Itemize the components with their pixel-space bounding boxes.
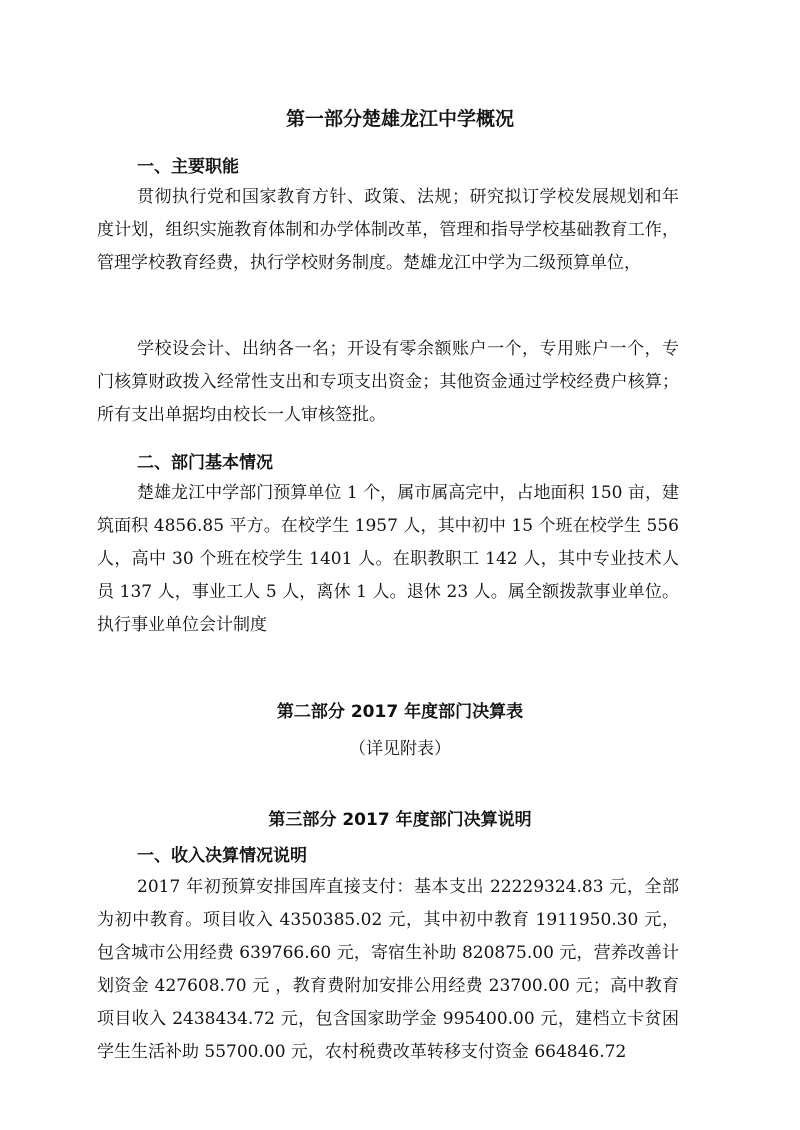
part1-title: 第一部分楚雄龙江中学概况 (285, 108, 514, 130)
paragraph-basic-info: 楚雄龙江中学部门预算单位 1 个，属市属高完中，占地面积 150 亩，建筑面积 4856.85 平方。在校学生 1957 人，其中初中 15 个班在校学生 556 人，高中 30 个班在校学生 1401 人。在职教职工 142 人，其中专业技术人员 137 人，事业工人 5 人，离休 1 人。退休 23 人。属全额拨款事业单位。执行事业单位会计制度 (97, 483, 679, 635)
paragraph-main-functions: 贯彻执行党和国家教育方针、政策、法规；研究拟订学校发展规划和年度计划，组织实施教育体制和办学体制改革，管理和指导学校基础教育工作，管理学校教育经费，执行学校财务制度。楚雄龙江中学为二级预算单位， (97, 187, 679, 273)
part2-title: 第二部分 2017 年度部门决算表 (276, 702, 524, 722)
section-heading-basic-info: 二、部门基本情况 (137, 453, 273, 473)
paragraph-accounting-setup: 学校设会计、出纳各一名；开设有零余额账户一个，专用账户一个，专门核算财政拨入经常性支出和专项支出资金；其他资金通过学校经费户核算；所有支出单据均由校长一人审核签批。 (97, 339, 679, 425)
section-heading-income: 一、收入决算情况说明 (137, 846, 307, 866)
part2-note: （详见附表） (349, 739, 451, 759)
paragraph-income: 2017 年初预算安排国库直接支付：基本支出 22229324.83 元，全部为初中教育。项目收入 4350385.02 元，其中初中教育 1911950.30 元，包含城市公用经费 639766.60 元，寄宿生补助 820875.00 元，营养改善计划资金 427608.70 元 ，教育费附加安排公用经费 23700.00 元；高中教育项目收入 2438434.72 元，包含国家助学金 995400.00 元，建档立卡贫困学生生活补助 55700.00 元，农村税费改革转移支付资金 664846.72 (97, 877, 679, 1062)
section-heading-main-functions: 一、主要职能 (137, 157, 239, 177)
part3-title: 第三部分 2017 年度部门决算说明 (268, 810, 532, 830)
